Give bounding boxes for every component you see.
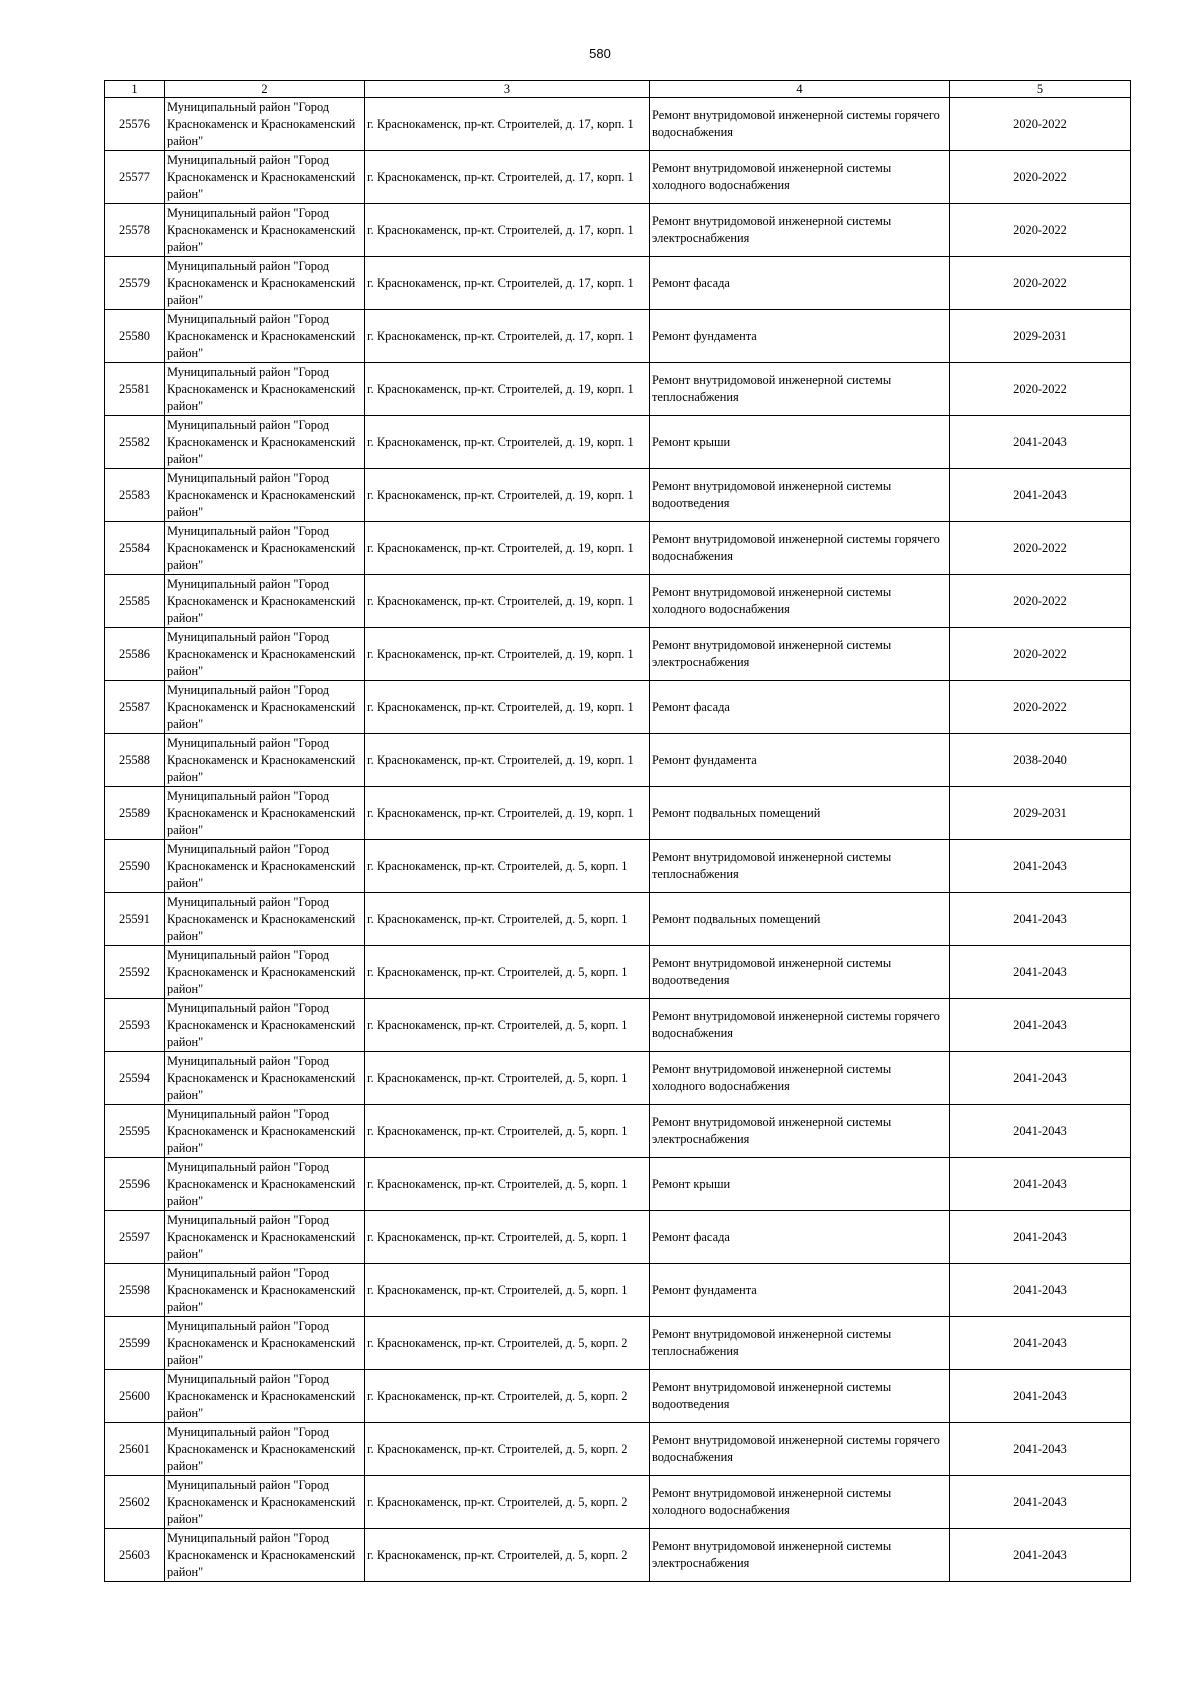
repair-work-type: Ремонт внутридомовой инженерной системы горячего водоснабжения [650,1423,950,1476]
table-row [105,1158,1131,1211]
repair-period: 2041-2043 [950,1052,1131,1105]
table-row [105,893,1131,946]
building-address: г. Краснокаменск, пр-кт. Строителей, д. 5, корп. 1 [365,1158,650,1211]
row-number: 25577 [105,151,165,204]
municipal-district: Муниципальный район "Город Краснокаменск и Краснокаменский район" [165,893,365,946]
repair-period: 2029-2031 [950,310,1131,363]
repair-work-type: Ремонт внутридомовой инженерной системы холодного водоснабжения [650,1476,950,1529]
table-header [105,81,1131,98]
municipal-district: Муниципальный район "Город Краснокаменск и Краснокаменский район" [165,151,365,204]
column-header-4: 4 [650,81,950,98]
table-row [105,469,1131,522]
building-address: г. Краснокаменск, пр-кт. Строителей, д. 5, корп. 2 [365,1370,650,1423]
page-number: 580 [589,46,611,61]
table-row [105,363,1131,416]
table-row [105,310,1131,363]
repair-period: 2041-2043 [950,1264,1131,1317]
repair-work-type: Ремонт внутридомовой инженерной системы электроснабжения [650,204,950,257]
row-number: 25576 [105,98,165,151]
building-address: г. Краснокаменск, пр-кт. Строителей, д. 19, корп. 1 [365,363,650,416]
repair-period: 2041-2043 [950,1317,1131,1370]
municipal-district: Муниципальный район "Город Краснокаменск и Краснокаменский район" [165,1317,365,1370]
row-number: 25586 [105,628,165,681]
repair-period: 2041-2043 [950,1370,1131,1423]
repair-work-type: Ремонт внутридомовой инженерной системы горячего водоснабжения [650,522,950,575]
repair-work-type: Ремонт фундамента [650,734,950,787]
column-header-5: 5 [950,81,1131,98]
building-address: г. Краснокаменск, пр-кт. Строителей, д. 17, корп. 1 [365,151,650,204]
row-number: 25587 [105,681,165,734]
table-row [105,999,1131,1052]
municipal-district: Муниципальный район "Город Краснокаменск и Краснокаменский район" [165,1476,365,1529]
repair-work-type: Ремонт внутридомовой инженерной системы теплоснабжения [650,1317,950,1370]
municipal-district: Муниципальный район "Город Краснокаменск и Краснокаменский район" [165,628,365,681]
repair-period: 2041-2043 [950,946,1131,999]
table-row [105,628,1131,681]
municipal-district: Муниципальный район "Город Краснокаменск и Краснокаменский район" [165,1423,365,1476]
municipal-district: Муниципальный район "Город Краснокаменск и Краснокаменский район" [165,522,365,575]
municipal-district: Муниципальный район "Город Краснокаменск и Краснокаменский район" [165,310,365,363]
repair-period: 2020-2022 [950,363,1131,416]
municipal-district: Муниципальный район "Город Краснокаменск и Краснокаменский район" [165,469,365,522]
building-address: г. Краснокаменск, пр-кт. Строителей, д. 5, корп. 1 [365,946,650,999]
repair-work-type: Ремонт фасада [650,681,950,734]
repair-work-type: Ремонт внутридомовой инженерной системы электроснабжения [650,1105,950,1158]
repair-work-type: Ремонт внутридомовой инженерной системы холодного водоснабжения [650,1052,950,1105]
building-address: г. Краснокаменск, пр-кт. Строителей, д. 5, корп. 2 [365,1476,650,1529]
row-number: 25600 [105,1370,165,1423]
row-number: 25603 [105,1529,165,1582]
table-row [105,1476,1131,1529]
row-number: 25593 [105,999,165,1052]
row-number: 25583 [105,469,165,522]
header-row [105,81,1131,98]
row-number: 25597 [105,1211,165,1264]
building-address: г. Краснокаменск, пр-кт. Строителей, д. 5, корп. 1 [365,1211,650,1264]
repair-period: 2041-2043 [950,1423,1131,1476]
repair-period: 2041-2043 [950,1105,1131,1158]
building-address: г. Краснокаменск, пр-кт. Строителей, д. 19, корп. 1 [365,628,650,681]
repair-period: 2041-2043 [950,840,1131,893]
repair-period: 2041-2043 [950,999,1131,1052]
repair-work-type: Ремонт подвальных помещений [650,787,950,840]
building-address: г. Краснокаменск, пр-кт. Строителей, д. 17, корп. 1 [365,204,650,257]
repair-period: 2020-2022 [950,575,1131,628]
row-number: 25602 [105,1476,165,1529]
repair-work-type: Ремонт внутридомовой инженерной системы теплоснабжения [650,840,950,893]
row-number: 25594 [105,1052,165,1105]
row-number: 25596 [105,1158,165,1211]
repair-work-type: Ремонт внутридомовой инженерной системы горячего водоснабжения [650,98,950,151]
row-number: 25579 [105,257,165,310]
building-address: г. Краснокаменск, пр-кт. Строителей, д. 17, корп. 1 [365,98,650,151]
repair-work-type: Ремонт внутридомовой инженерной системы холодного водоснабжения [650,575,950,628]
building-address: г. Краснокаменск, пр-кт. Строителей, д. 19, корп. 1 [365,681,650,734]
repair-period: 2041-2043 [950,1211,1131,1264]
municipal-district: Муниципальный район "Город Краснокаменск и Краснокаменский район" [165,787,365,840]
repair-period: 2029-2031 [950,787,1131,840]
table-row [105,1211,1131,1264]
table-row [105,1423,1131,1476]
table-row [105,1105,1131,1158]
building-address: г. Краснокаменск, пр-кт. Строителей, д. 5, корп. 1 [365,1105,650,1158]
municipal-district: Муниципальный район "Город Краснокаменск и Краснокаменский район" [165,363,365,416]
table-row [105,204,1131,257]
repair-work-type: Ремонт крыши [650,1158,950,1211]
municipal-district: Муниципальный район "Город Краснокаменск и Краснокаменский район" [165,575,365,628]
building-address: г. Краснокаменск, пр-кт. Строителей, д. 19, корп. 1 [365,787,650,840]
row-number: 25589 [105,787,165,840]
municipal-district: Муниципальный район "Город Краснокаменск и Краснокаменский район" [165,1370,365,1423]
municipal-district: Муниципальный район "Город Краснокаменск и Краснокаменский район" [165,257,365,310]
building-address: г. Краснокаменск, пр-кт. Строителей, д. 19, корп. 1 [365,522,650,575]
municipal-district: Муниципальный район "Город Краснокаменск и Краснокаменский район" [165,840,365,893]
table-row [105,98,1131,151]
repair-period: 2041-2043 [950,469,1131,522]
repair-period: 2020-2022 [950,204,1131,257]
repair-work-type: Ремонт подвальных помещений [650,893,950,946]
building-address: г. Краснокаменск, пр-кт. Строителей, д. 5, корп. 1 [365,1264,650,1317]
repair-work-type: Ремонт внутридомовой инженерной системы водоотведения [650,1370,950,1423]
table-row [105,522,1131,575]
table-row [105,1317,1131,1370]
table-row [105,1370,1131,1423]
repair-period: 2041-2043 [950,416,1131,469]
row-number: 25584 [105,522,165,575]
repair-work-type: Ремонт внутридомовой инженерной системы водоотведения [650,946,950,999]
table-row [105,946,1131,999]
repair-period: 2020-2022 [950,628,1131,681]
building-address: г. Краснокаменск, пр-кт. Строителей, д. 5, корп. 1 [365,1052,650,1105]
municipal-district: Муниципальный район "Город Краснокаменск и Краснокаменский район" [165,1158,365,1211]
repair-period: 2041-2043 [950,893,1131,946]
table-row [105,416,1131,469]
repair-work-type: Ремонт фундамента [650,310,950,363]
row-number: 25590 [105,840,165,893]
table-row [105,575,1131,628]
municipal-district: Муниципальный район "Город Краснокаменск и Краснокаменский район" [165,734,365,787]
building-address: г. Краснокаменск, пр-кт. Строителей, д. 5, корп. 1 [365,840,650,893]
building-address: г. Краснокаменск, пр-кт. Строителей, д. 19, корп. 1 [365,416,650,469]
table-body [105,98,1131,1582]
repair-period: 2038-2040 [950,734,1131,787]
municipal-district: Муниципальный район "Город Краснокаменск и Краснокаменский район" [165,1529,365,1582]
row-number: 25595 [105,1105,165,1158]
table-row [105,1264,1131,1317]
building-address: г. Краснокаменск, пр-кт. Строителей, д. 5, корп. 1 [365,999,650,1052]
repair-work-type: Ремонт внутридомовой инженерной системы теплоснабжения [650,363,950,416]
repair-work-type: Ремонт крыши [650,416,950,469]
table-row [105,1052,1131,1105]
municipal-district: Муниципальный район "Город Краснокаменск и Краснокаменский район" [165,1211,365,1264]
repair-work-type: Ремонт внутридомовой инженерной системы холодного водоснабжения [650,151,950,204]
municipal-district: Муниципальный район "Город Краснокаменск и Краснокаменский район" [165,1052,365,1105]
table-row [105,681,1131,734]
table-row [105,787,1131,840]
table-row [105,1529,1131,1582]
repair-work-type: Ремонт фундамента [650,1264,950,1317]
municipal-district: Муниципальный район "Город Краснокаменск и Краснокаменский район" [165,999,365,1052]
building-address: г. Краснокаменск, пр-кт. Строителей, д. 5, корп. 2 [365,1317,650,1370]
table-row [105,257,1131,310]
repair-work-type: Ремонт внутридомовой инженерной системы водоотведения [650,469,950,522]
row-number: 25578 [105,204,165,257]
municipal-district: Муниципальный район "Город Краснокаменск и Краснокаменский район" [165,1105,365,1158]
row-number: 25585 [105,575,165,628]
row-number: 25581 [105,363,165,416]
row-number: 25598 [105,1264,165,1317]
column-header-1: 1 [105,81,165,98]
repair-period: 2041-2043 [950,1476,1131,1529]
municipal-district: Муниципальный район "Город Краснокаменск и Краснокаменский район" [165,416,365,469]
row-number: 25582 [105,416,165,469]
building-address: г. Краснокаменск, пр-кт. Строителей, д. 17, корп. 1 [365,257,650,310]
repair-work-type: Ремонт фасада [650,1211,950,1264]
column-header-3: 3 [365,81,650,98]
repair-work-type: Ремонт фасада [650,257,950,310]
row-number: 25599 [105,1317,165,1370]
municipal-district: Муниципальный район "Город Краснокаменск и Краснокаменский район" [165,946,365,999]
row-number: 25588 [105,734,165,787]
repair-period: 2041-2043 [950,1529,1131,1582]
building-address: г. Краснокаменск, пр-кт. Строителей, д. 19, корп. 1 [365,469,650,522]
building-address: г. Краснокаменск, пр-кт. Строителей, д. 19, корп. 1 [365,734,650,787]
row-number: 25591 [105,893,165,946]
building-address: г. Краснокаменск, пр-кт. Строителей, д. 17, корп. 1 [365,310,650,363]
building-address: г. Краснокаменск, пр-кт. Строителей, д. 5, корп. 1 [365,893,650,946]
repair-period: 2020-2022 [950,257,1131,310]
repair-period: 2020-2022 [950,151,1131,204]
table-row [105,151,1131,204]
repair-schedule-table [104,80,1131,1582]
municipal-district: Муниципальный район "Город Краснокаменск и Краснокаменский район" [165,681,365,734]
municipal-district: Муниципальный район "Город Краснокаменск и Краснокаменский район" [165,98,365,151]
repair-work-type: Ремонт внутридомовой инженерной системы горячего водоснабжения [650,999,950,1052]
repair-work-type: Ремонт внутридомовой инженерной системы электроснабжения [650,628,950,681]
row-number: 25592 [105,946,165,999]
repair-period: 2020-2022 [950,98,1131,151]
repair-period: 2041-2043 [950,1158,1131,1211]
repair-work-type: Ремонт внутридомовой инженерной системы электроснабжения [650,1529,950,1582]
municipal-district: Муниципальный район "Город Краснокаменск и Краснокаменский район" [165,1264,365,1317]
row-number: 25580 [105,310,165,363]
building-address: г. Краснокаменск, пр-кт. Строителей, д. 5, корп. 2 [365,1423,650,1476]
repair-period: 2020-2022 [950,681,1131,734]
row-number: 25601 [105,1423,165,1476]
column-header-2: 2 [165,81,365,98]
building-address: г. Краснокаменск, пр-кт. Строителей, д. 5, корп. 2 [365,1529,650,1582]
table-row [105,734,1131,787]
municipal-district: Муниципальный район "Город Краснокаменск и Краснокаменский район" [165,204,365,257]
table-row [105,840,1131,893]
repair-period: 2020-2022 [950,522,1131,575]
building-address: г. Краснокаменск, пр-кт. Строителей, д. 19, корп. 1 [365,575,650,628]
